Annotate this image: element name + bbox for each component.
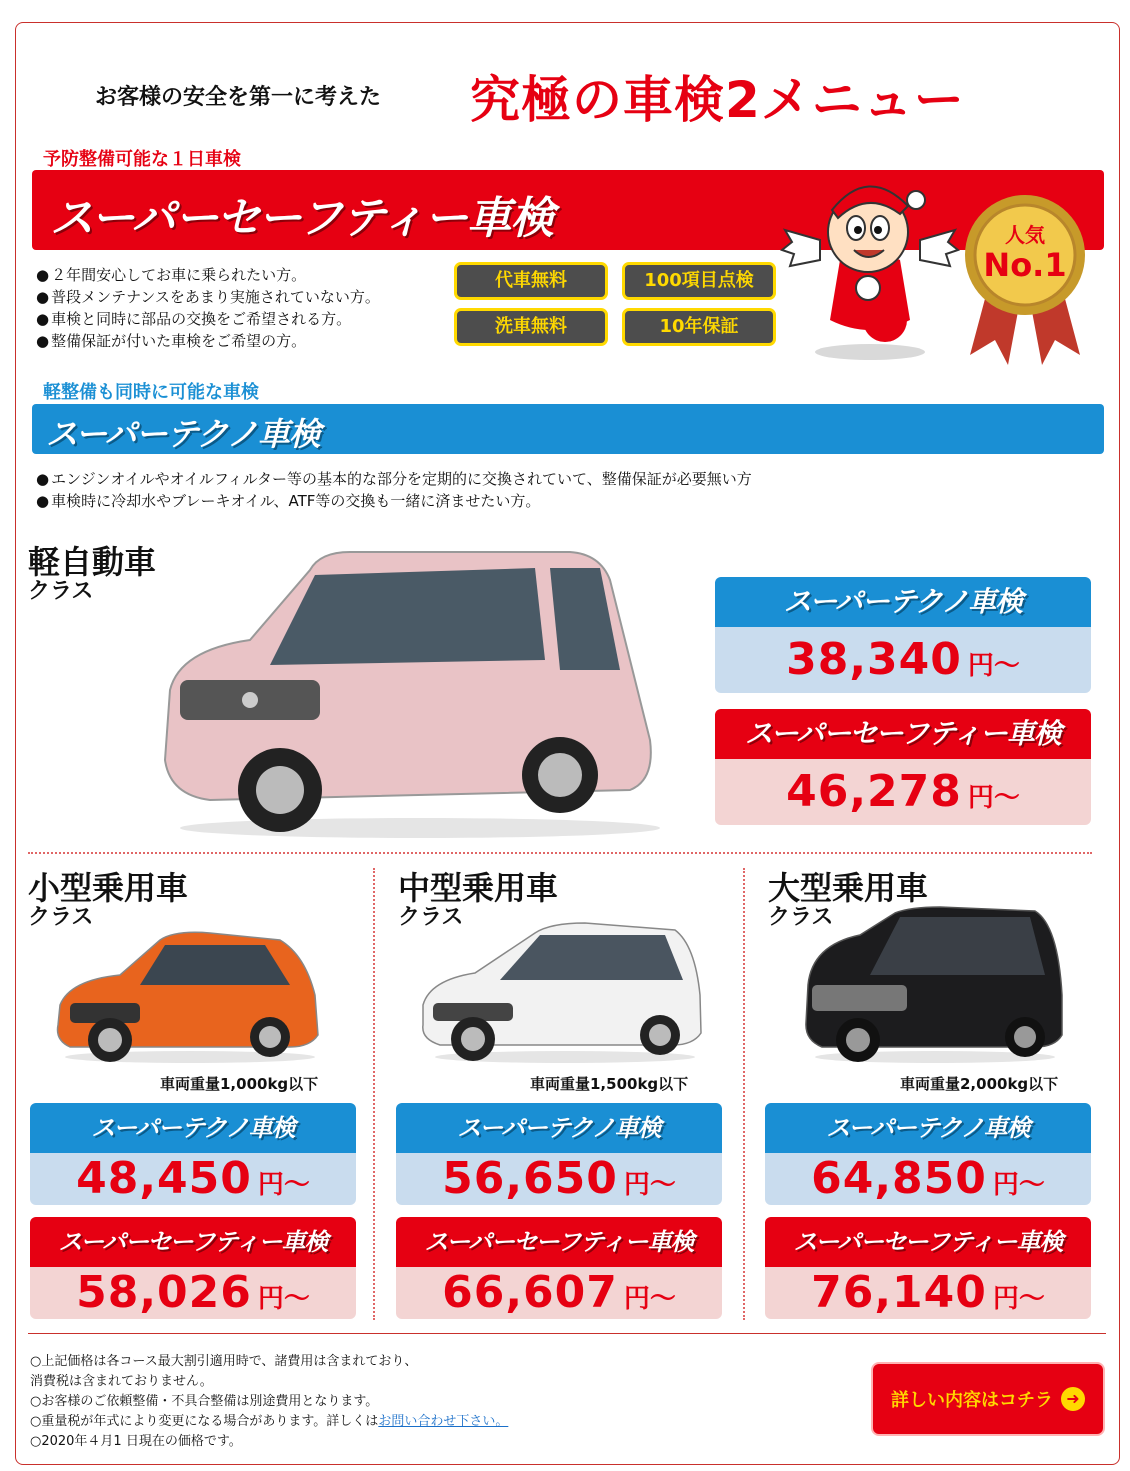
popularity-medal <box>960 180 1090 370</box>
kei-car-image <box>150 540 670 840</box>
list-item: ● 整備保証が付いた車検をご希望の方。 <box>36 330 380 352</box>
list-item: ● 普段メンテナンスをあまり実施されていない方。 <box>36 286 380 308</box>
plan-label: スーパーテクノ車検 <box>30 1103 356 1153</box>
small-car-image <box>50 925 325 1065</box>
price-unit: 円〜 <box>967 783 1020 813</box>
price-unit: 円〜 <box>257 1170 310 1200</box>
price-unit: 円〜 <box>992 1170 1045 1200</box>
note-line: ○上記価格は各コース最大割引適用時で、諸費用は含まれており、 <box>30 1354 418 1369</box>
details-button[interactable] <box>871 1362 1105 1436</box>
column-divider <box>743 868 745 1320</box>
contact-link[interactable]: お問い合わせ下さい。 <box>378 1414 509 1429</box>
kei-techno-price <box>715 577 1091 693</box>
techno-banner-title: スーパーテクノ車検 <box>46 415 320 453</box>
small-safety-price <box>30 1217 356 1319</box>
large-techno-price <box>765 1103 1091 1205</box>
details-button-label: 詳しい内容はコチラ <box>891 1390 1053 1411</box>
price-unit: 円〜 <box>257 1284 310 1314</box>
list-item: ● 車検時に冷却水やブレーキオイル、ATF等の交換も一緒に済ませたい方。 <box>36 490 752 512</box>
notes-divider <box>28 1333 1106 1334</box>
list-item: ● エンジンオイルやオイルフィルター等の基本的な部分を定期的に交換されていて、整備保証が必要無い方 <box>36 468 752 490</box>
plan-label: スーパーテクノ車検 <box>715 577 1091 627</box>
class-name: 大型乗用車 <box>768 869 929 907</box>
tag-inspection: 100項目点検 <box>622 262 776 300</box>
plan-label: スーパーセーフティー車検 <box>396 1217 722 1267</box>
price-box <box>715 759 1091 825</box>
class-name: 軽自動車 <box>28 543 157 581</box>
plan-label: スーパーセーフティー車検 <box>30 1217 356 1267</box>
price-value: 66,607 <box>442 1267 618 1318</box>
weight-limit: 車両重量2,000kg以下 <box>900 1075 1059 1093</box>
note-line <box>30 1412 508 1432</box>
medium-techno-price <box>396 1103 722 1205</box>
class-suffix: クラス <box>768 905 834 930</box>
price-box <box>396 1153 722 1205</box>
class-suffix: クラス <box>28 579 94 604</box>
class-name: 中型乗用車 <box>398 869 559 907</box>
techno-bullets <box>36 468 752 512</box>
medium-car-image <box>415 915 705 1065</box>
safety-banner-title: スーパーセーフティー車検 <box>50 193 554 244</box>
price-box <box>30 1153 356 1205</box>
price-value: 46,278 <box>786 766 962 817</box>
tag-loaner-car: 代車無料 <box>454 262 608 300</box>
price-value: 76,140 <box>811 1267 987 1318</box>
plan-label: スーパーセーフティー車検 <box>715 709 1091 759</box>
weight-limit: 車両重量1,500kg以下 <box>530 1075 689 1093</box>
class-suffix: クラス <box>398 905 464 930</box>
price-box <box>715 627 1091 693</box>
headline-lead: お客様の安全を第一に考えた <box>95 85 382 110</box>
price-box <box>765 1267 1091 1319</box>
kei-safety-price <box>715 709 1091 825</box>
class-suffix: クラス <box>28 905 94 930</box>
techno-banner <box>32 404 1104 454</box>
medal-top-text: 人気 <box>1005 223 1045 247</box>
price-value: 56,650 <box>442 1153 618 1204</box>
headline-title: 究極の車検2メニュー <box>470 71 965 129</box>
large-safety-price <box>765 1217 1091 1319</box>
price-box <box>30 1267 356 1319</box>
mascot-illustration <box>780 170 960 365</box>
safety-bullets <box>36 264 380 352</box>
arrow-right-icon: ➜ <box>1061 1387 1085 1411</box>
note-line: ○お客様のご依頼整備・不具合整備は別途費用となります。 <box>30 1394 379 1409</box>
price-unit: 円〜 <box>623 1170 676 1200</box>
price-value: 64,850 <box>811 1153 987 1204</box>
list-item: ● 車検と同時に部品の交換をご希望される方。 <box>36 308 380 330</box>
price-box <box>765 1153 1091 1205</box>
price-value: 58,026 <box>76 1267 252 1318</box>
techno-subtitle: 軽整備も同時に可能な車検 <box>43 382 259 403</box>
tag-warranty: 10年保証 <box>622 308 776 346</box>
column-divider <box>373 868 375 1320</box>
price-unit: 円〜 <box>992 1284 1045 1314</box>
safety-subtitle: 予防整備可能な１日車検 <box>43 149 241 170</box>
price-notes <box>30 1352 508 1452</box>
plan-label: スーパーテクノ車検 <box>396 1103 722 1153</box>
price-value: 38,340 <box>786 634 962 685</box>
price-unit: 円〜 <box>623 1284 676 1314</box>
medium-safety-price <box>396 1217 722 1319</box>
headline <box>0 60 1130 130</box>
kei-class-heading <box>28 544 156 604</box>
large-car-image <box>800 905 1065 1065</box>
tag-car-wash: 洗車無料 <box>454 308 608 346</box>
small-techno-price <box>30 1103 356 1205</box>
plan-label: スーパーテクノ車検 <box>765 1103 1091 1153</box>
weight-limit: 車両重量1,000kg以下 <box>160 1075 319 1093</box>
medal-main-text: No.1 <box>983 246 1067 284</box>
note-line: ○2020年４月1 日現在の価格です。 <box>30 1434 242 1449</box>
class-name: 小型乗用車 <box>28 869 189 907</box>
price-value: 48,450 <box>76 1153 252 1204</box>
small-class-heading <box>28 870 188 930</box>
note-text: ○重量税が年式により変更になる場合があります。詳しくは <box>30 1414 379 1429</box>
section-divider <box>28 852 1092 854</box>
plan-label: スーパーセーフティー車検 <box>765 1217 1091 1267</box>
price-unit: 円〜 <box>967 651 1020 681</box>
list-item: ● ２年間安心してお車に乗られたい方。 <box>36 264 380 286</box>
note-line: 消費税は含まれておりません。 <box>30 1374 213 1389</box>
price-box <box>396 1267 722 1319</box>
